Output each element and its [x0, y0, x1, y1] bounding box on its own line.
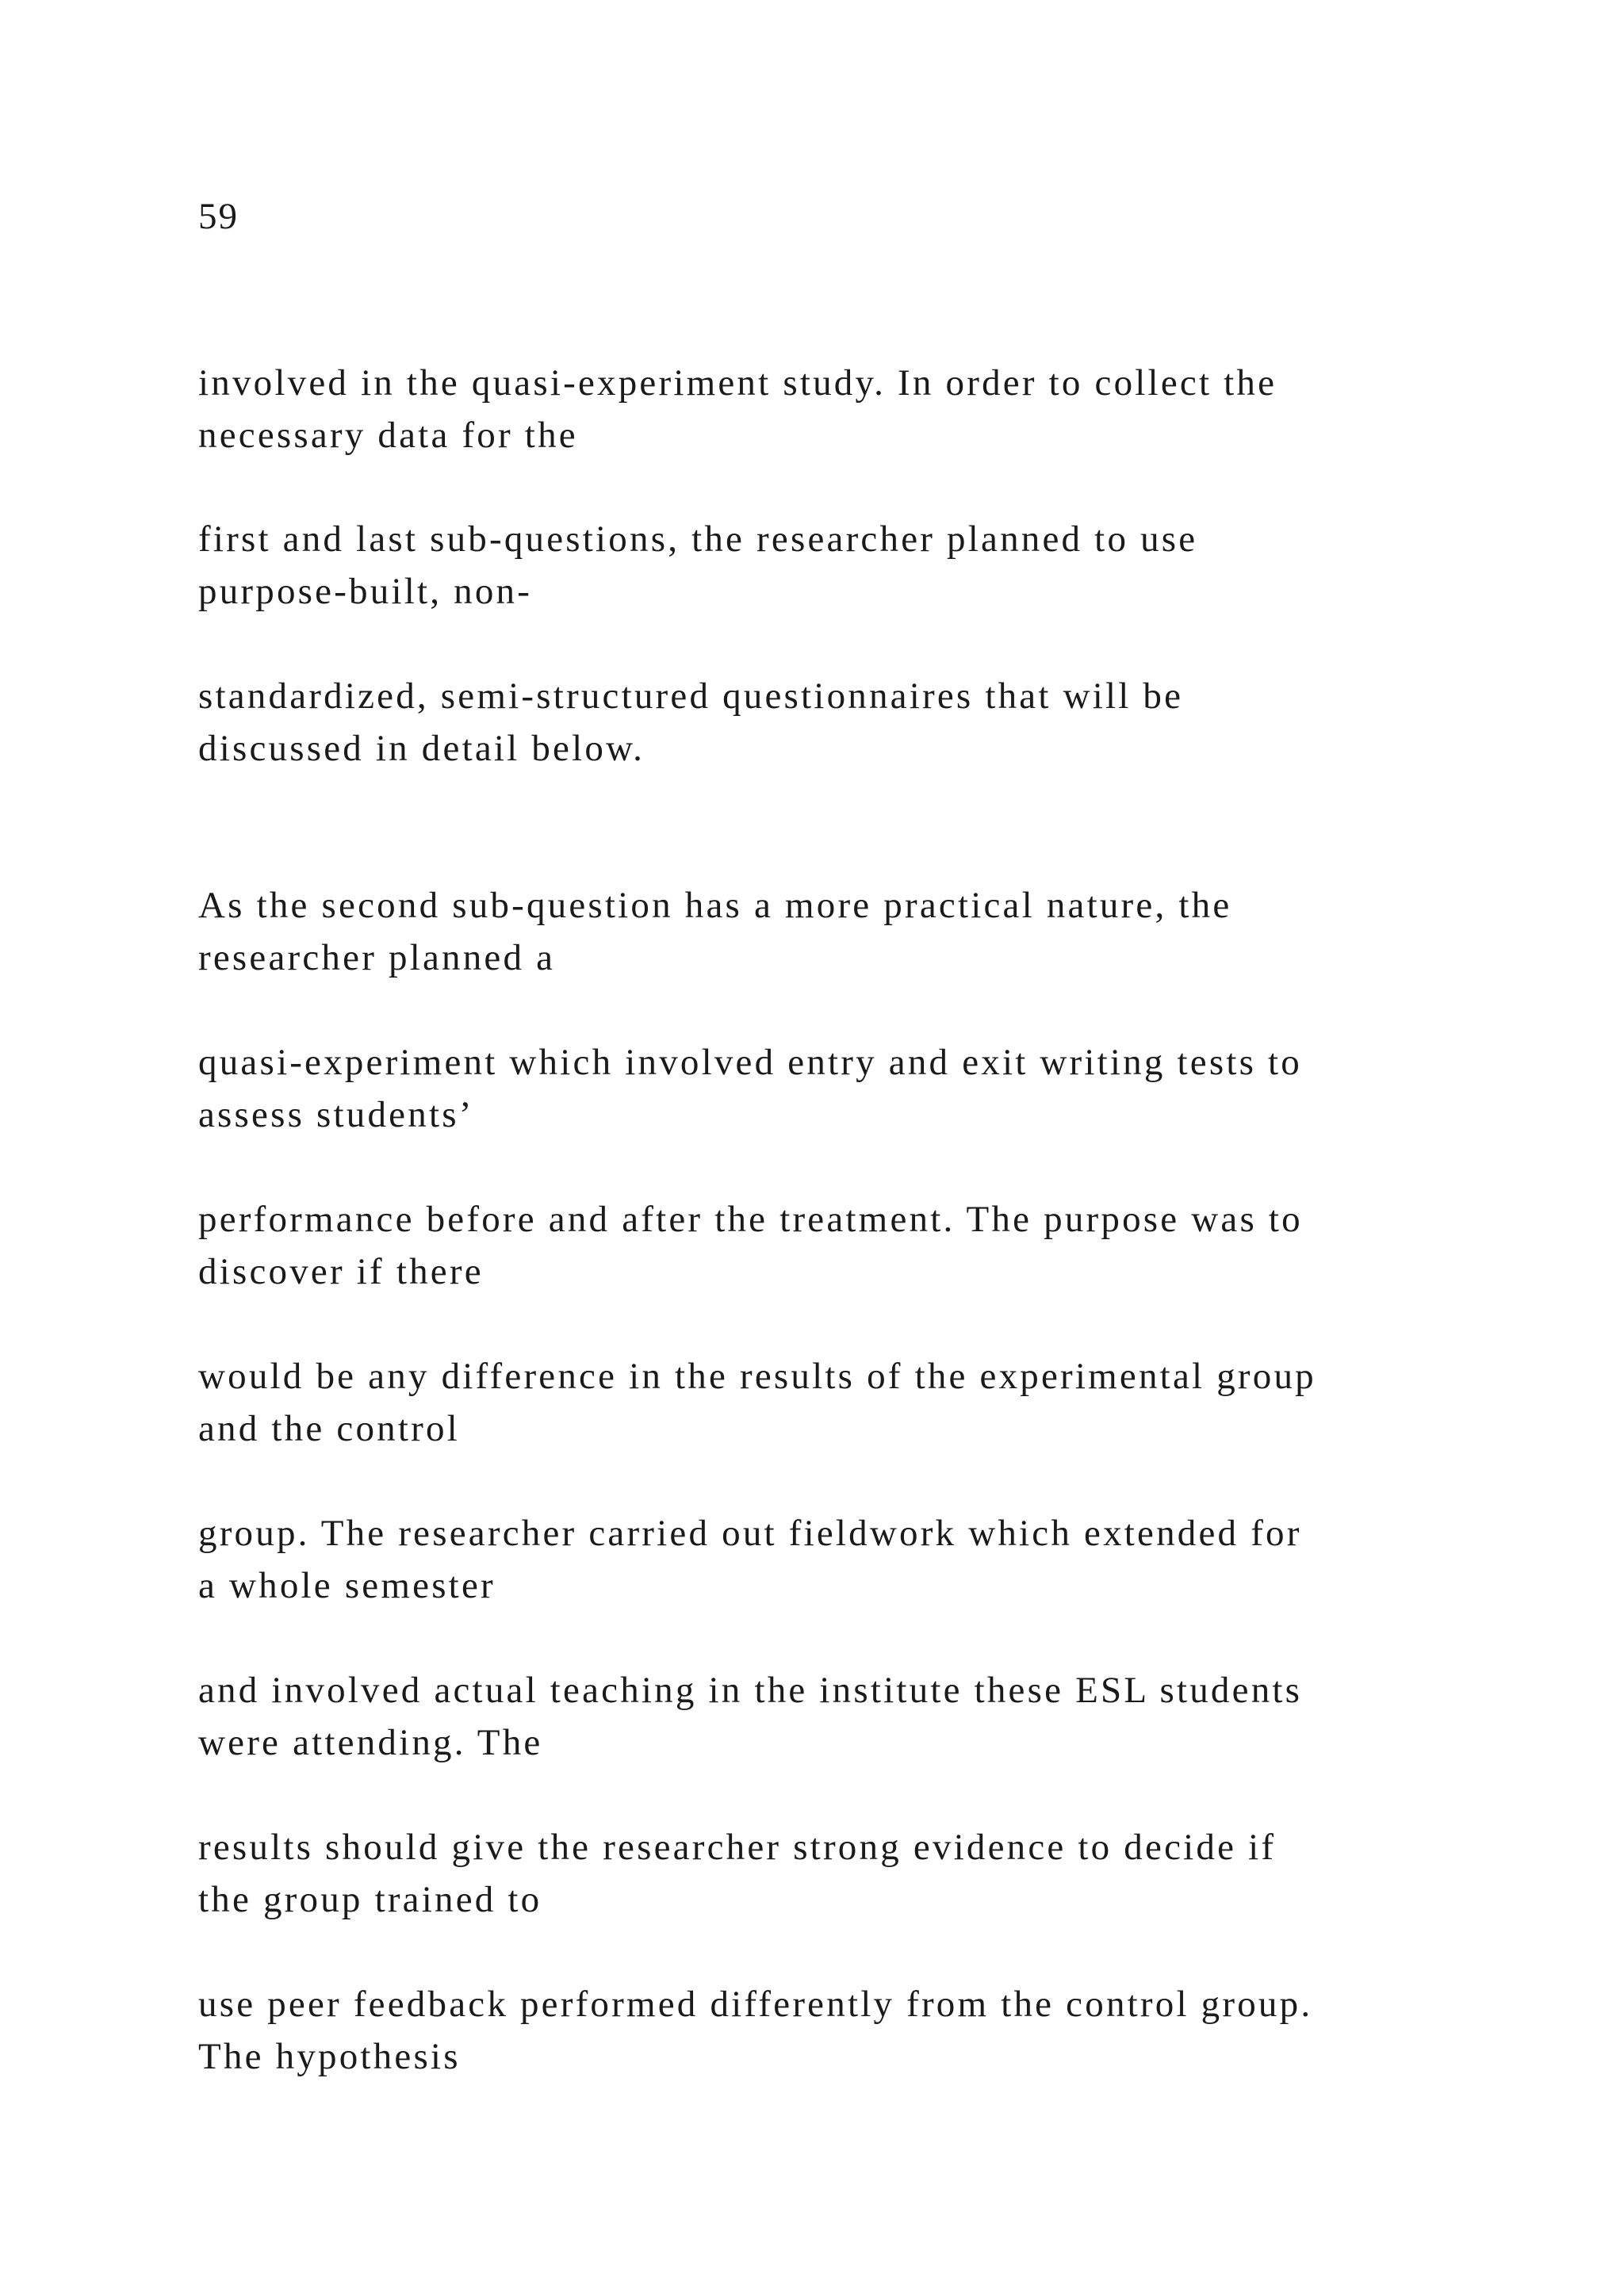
text-line: and involved actual teaching in the institute these ESL students — [198, 1670, 1303, 1711]
text-line: and the control — [198, 1408, 460, 1449]
text-line: would be any difference in the results of the experimental group — [198, 1356, 1316, 1397]
text-line: As the second sub-question has a more practical nature, the — [198, 885, 1232, 926]
text-line: use peer feedback performed differently from the control group. — [198, 1984, 1313, 2025]
text-line: group. The researcher carried out fieldwork which extended for — [198, 1513, 1302, 1554]
text-line: involved in the quasi-experiment study. In order to collect the — [198, 362, 1277, 404]
text-line: standardized, semi-structured questionnaires that will be — [198, 675, 1184, 717]
text-line: necessary data for the — [198, 415, 578, 456]
text-line: first and last sub-questions, the researcher planned to use — [198, 519, 1198, 560]
text-line: performance before and after the treatment. The purpose was to — [198, 1199, 1303, 1240]
text-line: results should give the researcher strong evidence to decide if — [198, 1827, 1277, 1868]
text-line: discussed in detail below. — [198, 728, 645, 769]
text-line: The hypothesis — [198, 2036, 461, 2077]
text-line: a whole semester — [198, 1565, 496, 1606]
text-line: were attending. The — [198, 1722, 543, 1763]
text-line: discover if there — [198, 1251, 484, 1292]
page-number: 59 — [198, 196, 239, 237]
text-line: quasi-experiment which involved entry and exit writing tests to — [198, 1042, 1302, 1083]
text-line: purpose-built, non- — [198, 571, 533, 612]
text-line: researcher planned a — [198, 937, 556, 978]
text-line: assess students’ — [198, 1094, 474, 1135]
text-line: the group trained to — [198, 1879, 542, 1920]
